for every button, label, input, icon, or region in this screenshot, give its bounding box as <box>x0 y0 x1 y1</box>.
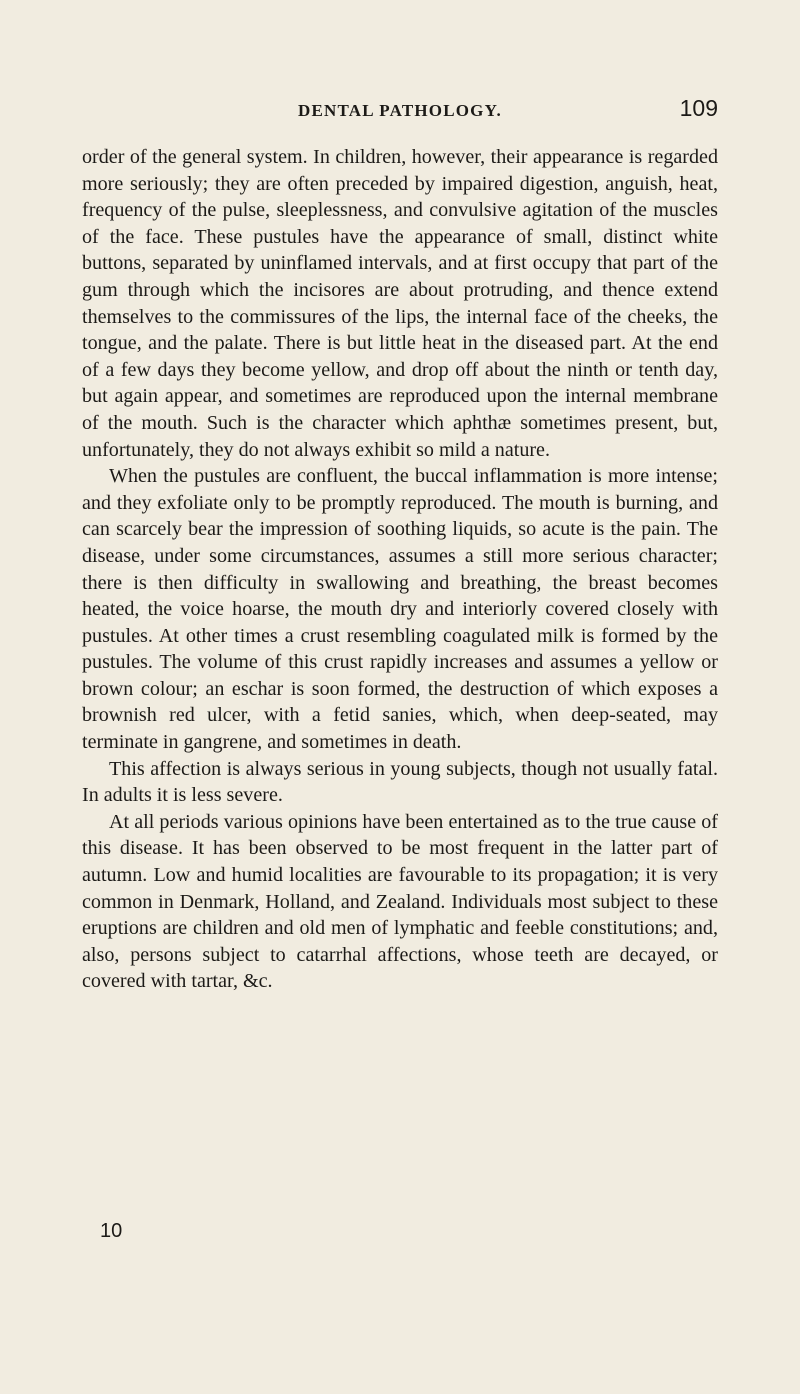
paragraph: At all periods various opinions have been entertained as to the true cause of this disease. It has been observed to be most frequent in the latter part of autumn. Low and humid localities are favourable to its propagation; it is very common in Denmark, Holland, and Zealand. Individuals most subject to these eruptions are children and old men of lymphatic and feeble constitutions; and, also, persons subject to catarrhal affections, whose teeth are decayed, or covered with tartar, &c. <box>82 810 718 993</box>
page-number: 109 <box>679 95 718 121</box>
running-head <box>82 95 718 122</box>
page-header-title: DENTAL PATHOLOGY. <box>298 101 502 120</box>
paragraph: This affection is always serious in young subjects, though not usually fatal. In adults it is less severe. <box>82 757 718 807</box>
paragraph: When the pustules are confluent, the buccal inflammation is more intense; and they exfoliate only to be promptly reproduced. The mouth is burning, and can scarcely bear the impression of soothing liquids, so acute is the pain. The disease, under some circumstances, assumes a still more serious character; there is then difficulty in swallowing and breathing, the breast becomes heated, the voice hoarse, the mouth dry and interiorly covered closely with pustules. At other times a crust resembling coagulated milk is formed by the pustules. The volume of this crust rapidly increases and assumes a yellow or brown colour; an eschar is soon formed, the destruction of which exposes a brownish red ulcer, with a fetid sanies, which, when deep-seated, may terminate in gangrene, and sometimes in death. <box>82 465 718 754</box>
paragraph: order of the general system. In children, however, their appearance is regarded more seriously; they are often preceded by impaired digestion, anguish, heat, frequency of the pulse, sleeplessness, and convulsive agitation of the muscles of the face. These pustules have the appearance of small, distinct white buttons, separated by uninflamed intervals, and at first occupy that part of the gum through which the incisores are about protruding, and thence extend themselves to the commissures of the lips, the internal face of the cheeks, the tongue, and the palate. There is but little heat in the diseased part. At the end of a few days they become yellow, and drop off about the ninth or tenth day, but again appear, and sometimes are reproduced upon the internal membrane of the mouth. Such is the character which aphthæ sometimes present, but, unfortunately, they do not always exhibit so mild a nature. <box>82 146 718 461</box>
signature-mark: 10 <box>100 1220 123 1242</box>
body-text <box>82 144 718 995</box>
